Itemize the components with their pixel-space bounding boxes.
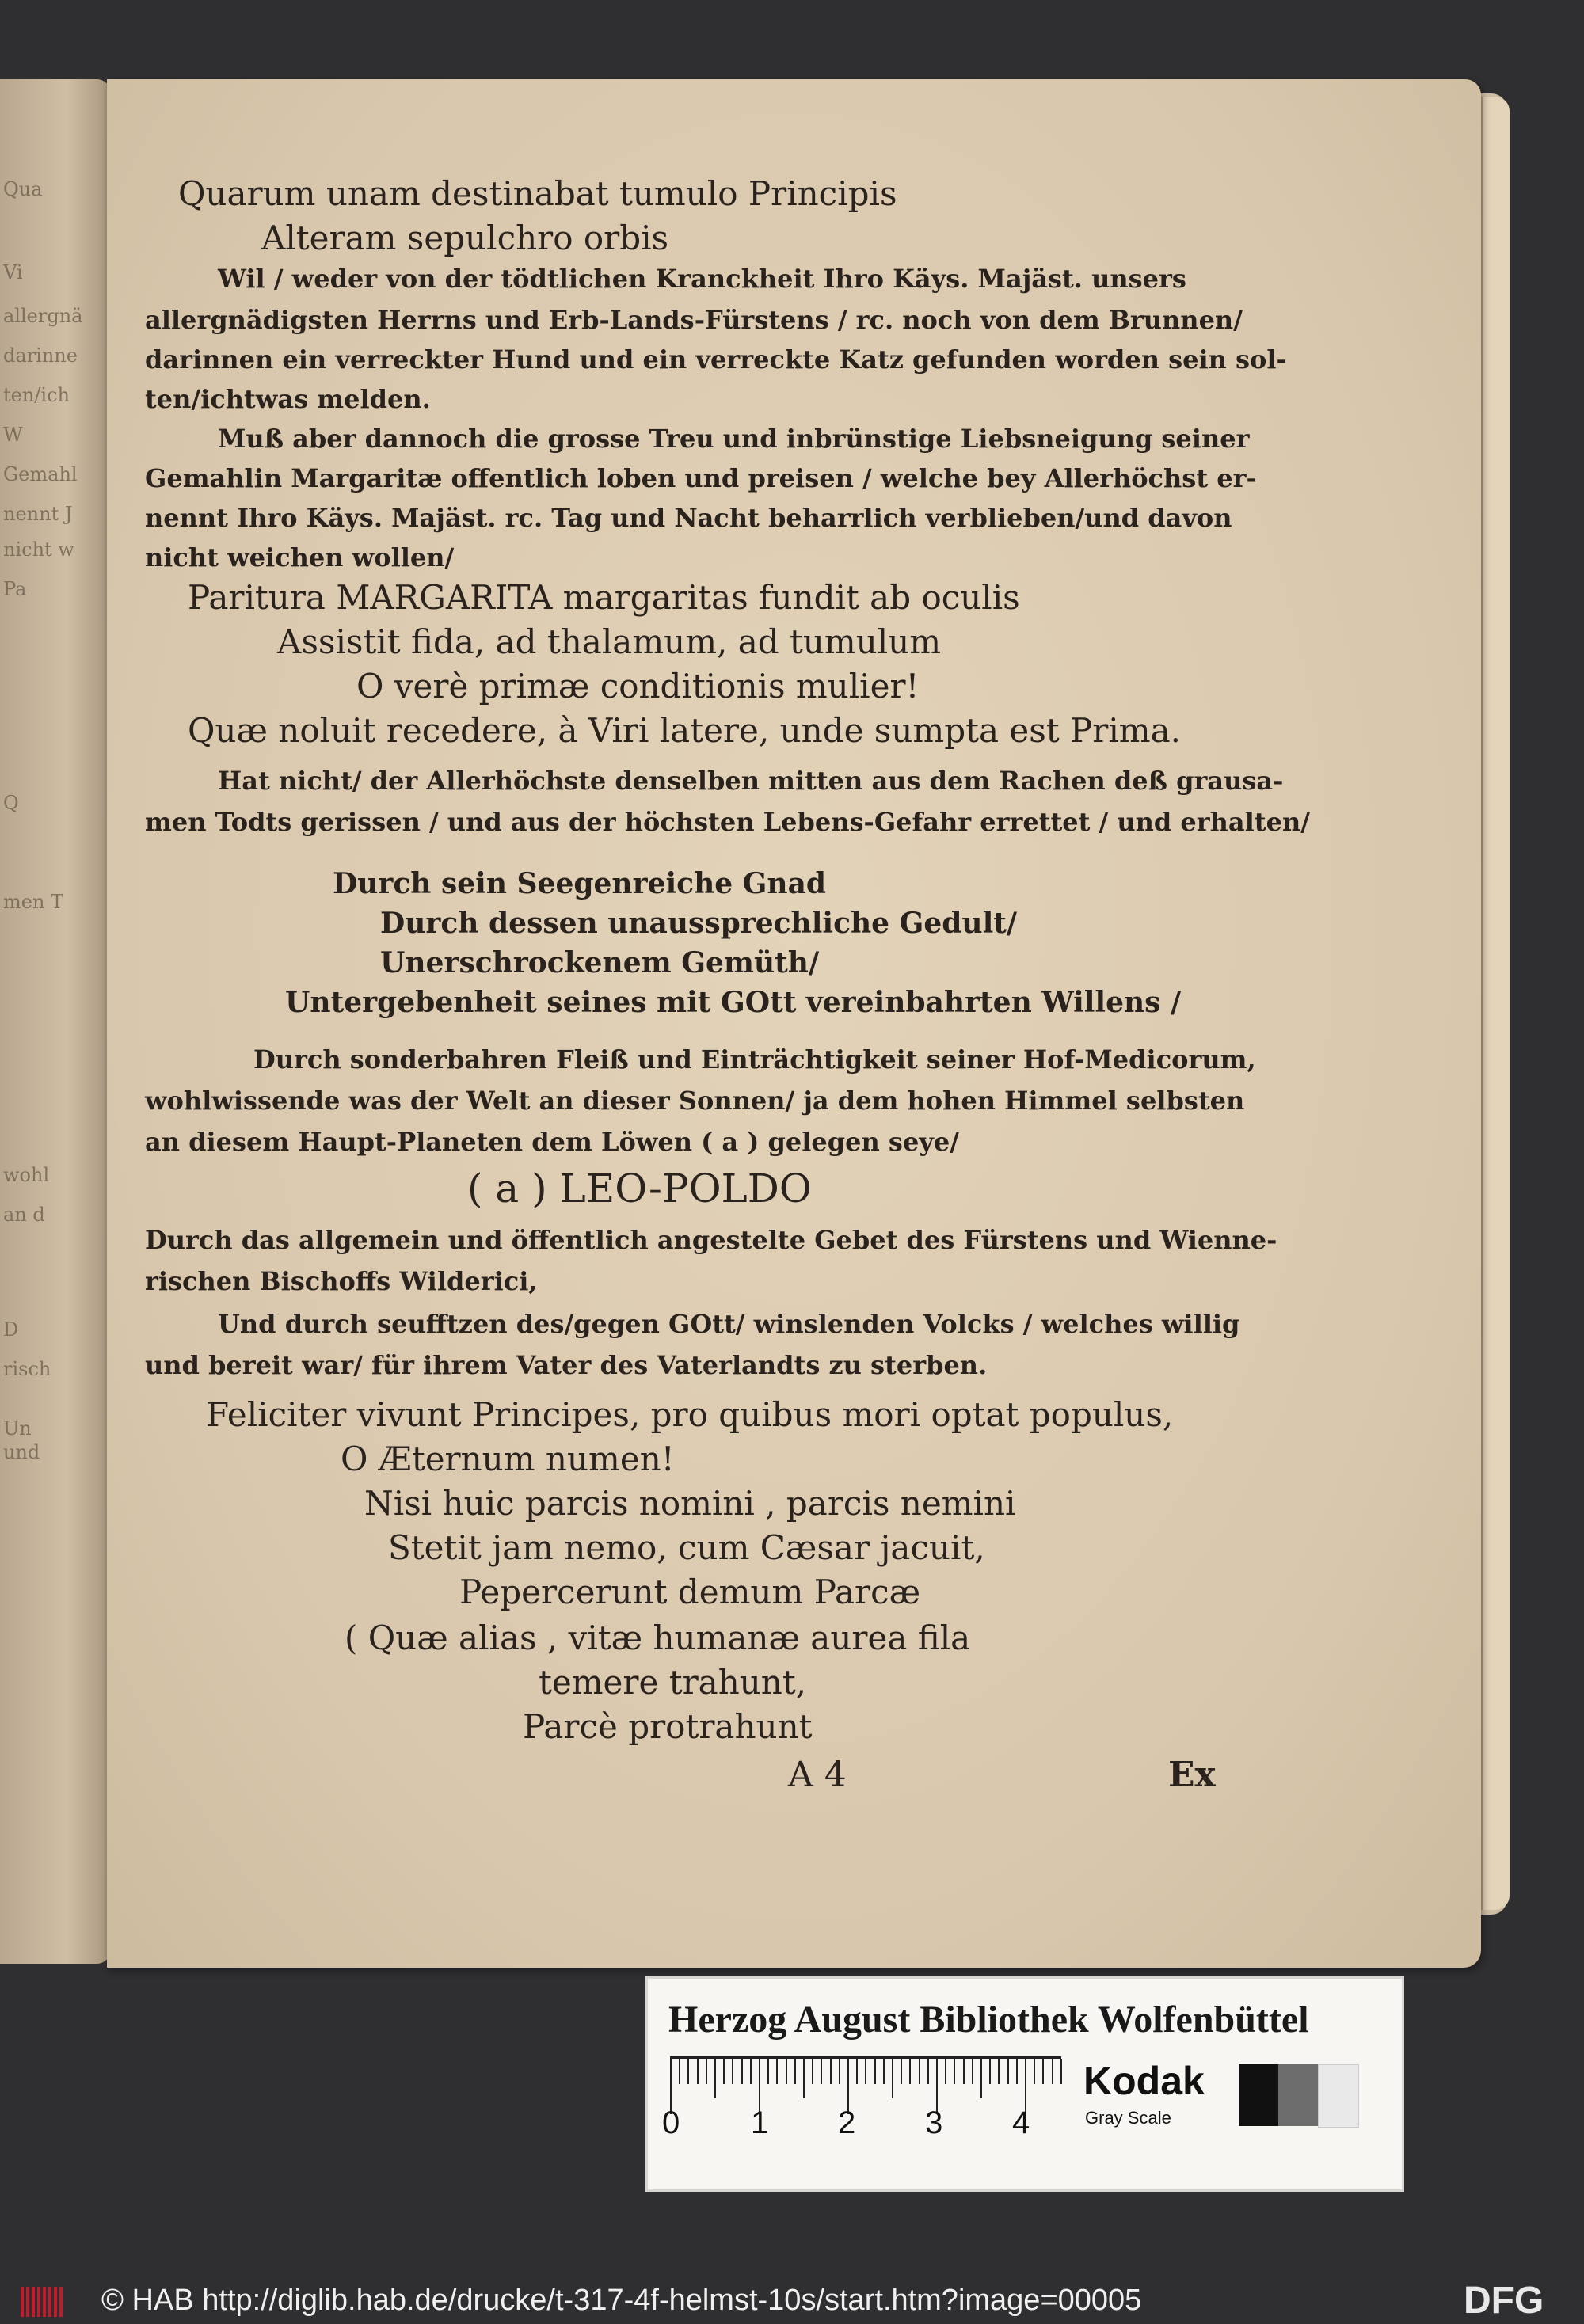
left-page-fragment: ten/ich (3, 384, 70, 406)
ruler-tick (998, 2059, 1000, 2084)
text-line: Parcè protrahunt (523, 1707, 813, 1746)
ruler-tick (706, 2059, 707, 2084)
gray-swatch-black (1239, 2064, 1278, 2126)
text-line: Paritura MARGARITA margaritas fundit ab oculis (188, 578, 1020, 617)
text-line: Feliciter vivunt Principes, pro quibus mori optat populus, (206, 1395, 1174, 1434)
text-line: an diesem Haupt-Planeten dem Löwen ( a ) gelegen seye/ (145, 1127, 959, 1157)
text-line: Hat nicht/ der Allerhöchste denselben mitten aus dem Rachen deß grausa- (218, 766, 1284, 796)
ruler-tick (963, 2059, 965, 2084)
text-line: Quarum unam destinabat tumulo Principis (178, 174, 897, 213)
ruler-number: 0 (662, 2105, 680, 2140)
text-line: Stetit jam nemo, cum Cæsar jacuit, (388, 1528, 985, 1567)
footer-url[interactable]: © HAB http://diglib.hab.de/drucke/t-317-4f-helmst-10s/start.htm?image=00005 (101, 2284, 1142, 2317)
gray-swatch-white (1318, 2064, 1359, 2128)
text-line: Pepercerunt demum Parcæ (459, 1573, 921, 1611)
left-page-fragment: men T (3, 891, 64, 913)
ruler-number: 1 (751, 2105, 769, 2140)
left-page-fragment: D (3, 1318, 19, 1341)
text-line: Alteram sepulchro orbis (261, 219, 669, 257)
text-line: men Todts gerissen / und aus der höchsten Lebens-Gefahr errettet / und erhalten/ (145, 807, 1310, 837)
ruler-number: 4 (1012, 2105, 1030, 2140)
ruler-tick (794, 2059, 796, 2084)
text-line: Unerschrockenem Gemüth/ (380, 946, 820, 979)
ruler-tick (1052, 2059, 1053, 2084)
book-page (107, 79, 1481, 1968)
signature-mark: A 4 (788, 1755, 847, 1795)
ruler-tick (830, 2059, 832, 2084)
text-line: nennt Ihro Käys. Majäst. rc. Tag und Nacht beharrlich verblieben/und davon (145, 503, 1232, 533)
ruler-tick (919, 2059, 920, 2084)
left-page-fragment: an d (3, 1204, 45, 1226)
left-page-fragment: Un (3, 1417, 32, 1440)
text-line: nicht weichen wollen/ (145, 542, 455, 572)
ruler-tick (786, 2059, 787, 2084)
ruler-tick (865, 2059, 866, 2084)
gray-scale-label: Gray Scale (1085, 2108, 1171, 2128)
text-line: Muß aber dannoch die grosse Treu und inbrünstige Liebsneigung seiner (218, 424, 1250, 454)
ruler-tick (750, 2059, 752, 2084)
footer-bar (0, 2271, 1584, 2324)
left-page-fragment: W (3, 424, 23, 446)
left-page-fragment: nicht w (3, 538, 74, 561)
text-line: Und durch seufftzen des/gegen GOtt/ winslenden Volcks / welches willig (218, 1309, 1240, 1339)
gray-swatch-mid (1278, 2064, 1318, 2126)
ruler-tick (989, 2059, 991, 2084)
ruler-tick (723, 2059, 725, 2084)
ruler-tick (874, 2059, 876, 2084)
ruler-tick (741, 2059, 743, 2084)
ruler-tick (839, 2059, 840, 2084)
ruler-scale (670, 2056, 1061, 2138)
ruler-tick (1034, 2059, 1035, 2084)
ruler-number: 3 (925, 2105, 943, 2140)
text-line: Durch das allgemein und öffentlich angestelte Gebet des Fürstens und Wienne- (145, 1225, 1277, 1255)
ruler-tick (812, 2059, 813, 2084)
text-line: ten/ichtwas melden. (145, 384, 431, 414)
text-line: Wil / weder von der tödtlichen Kranckheit Ihro Käys. Majäst. unsers (218, 264, 1186, 294)
left-page-fragment: Pa (3, 578, 27, 600)
ruler-tick (927, 2059, 929, 2084)
ruler-number: 2 (838, 2105, 856, 2140)
text-line: darinnen ein verreckter Hund und ein verreckte Katz gefunden worden sein sol- (145, 344, 1287, 375)
left-page-fragment: und (3, 1441, 40, 1463)
kodak-logo: Kodak (1083, 2059, 1205, 2103)
left-page-fragment: Gemahl (3, 463, 78, 485)
text-line: temere trahunt, (539, 1663, 807, 1702)
left-page-fragment: Q (3, 792, 19, 814)
text-line: rischen Bischoffs Wilderici, (145, 1266, 538, 1296)
left-page-fragment: nennt J (3, 503, 73, 525)
left-page-fragment: wohl (3, 1164, 50, 1186)
text-line: ( a ) LEO-POLDO (467, 1166, 812, 1211)
catchword: Ex (1168, 1755, 1216, 1795)
ruler-tick (697, 2059, 699, 2084)
hab-logo-icon (21, 2287, 65, 2317)
text-line: Gemahlin Margaritæ offentlich loben und preisen / welche bey Allerhöchst er- (145, 463, 1257, 493)
ruler-tick (883, 2059, 885, 2084)
library-color-card (645, 1976, 1404, 2192)
ruler-tick (856, 2059, 858, 2084)
left-page-fragment: darinne (3, 344, 78, 367)
ruler-tick (687, 2059, 689, 2084)
ruler-tick (1042, 2059, 1044, 2084)
ruler-tick (803, 2059, 805, 2098)
page-edge-stack (1481, 97, 1510, 1910)
ruler-tick (732, 2059, 733, 2084)
ruler-tick (1016, 2059, 1018, 2084)
text-line: O Æternum numen! (341, 1440, 675, 1478)
ruler-tick (892, 2059, 893, 2098)
ruler-tick (821, 2059, 822, 2084)
left-page-edge (0, 79, 111, 1964)
text-line: Quæ noluit recedere, à Viri latere, unde sumpta est Prima. (188, 711, 1181, 750)
left-page-fragment: Vi (3, 261, 23, 283)
ruler-tick (980, 2059, 982, 2098)
ruler-tick (954, 2059, 955, 2084)
text-line: ( Quæ alias , vitæ humanæ aurea fila (345, 1618, 971, 1657)
ruler-tick (767, 2059, 769, 2084)
text-line: Durch sonderbahren Fleiß und Einträchtigkeit seiner Hof-Medicorum, (253, 1044, 1256, 1075)
ruler-tick (972, 2059, 973, 2084)
ruler-tick (901, 2059, 902, 2084)
ruler-tick (945, 2059, 946, 2084)
ruler-tick (714, 2059, 716, 2098)
text-line: Untergebenheit seines mit GOtt vereinbahrten Willens / (285, 986, 1182, 1019)
text-line: O verè primæ conditionis mulier! (356, 667, 920, 706)
left-page-fragment: allergnä (3, 305, 83, 327)
library-name: Herzog August Bibliothek Wolfenbüttel (668, 1999, 1309, 2041)
dfg-logo: DFG (1464, 2280, 1544, 2322)
left-page-fragment: risch (3, 1358, 51, 1380)
ruler-tick (679, 2059, 680, 2084)
text-line: Durch dessen unaussprechliche Gedult/ (380, 907, 1018, 940)
ruler-tick (1007, 2059, 1009, 2084)
ruler-tick (1060, 2059, 1062, 2084)
ruler-tick (776, 2059, 778, 2084)
text-line: wohlwissende was der Welt an dieser Sonnen/ ja dem hohen Himmel selbsten (145, 1086, 1245, 1116)
text-line: Nisi huic parcis nomini , parcis nemini (364, 1484, 1016, 1523)
text-line: Assistit fida, ad thalamum, ad tumulum (277, 622, 942, 661)
ruler-tick (909, 2059, 911, 2084)
left-page-fragment: Qua (3, 178, 43, 200)
text-line: Durch sein Seegenreiche Gnad (333, 867, 827, 900)
text-line: und bereit war/ für ihrem Vater des Vaterlandts zu sterben. (145, 1350, 988, 1380)
text-line: allergnädigsten Herrns und Erb-Lands-Fürstens / rc. noch von dem Brunnen/ (145, 305, 1243, 335)
